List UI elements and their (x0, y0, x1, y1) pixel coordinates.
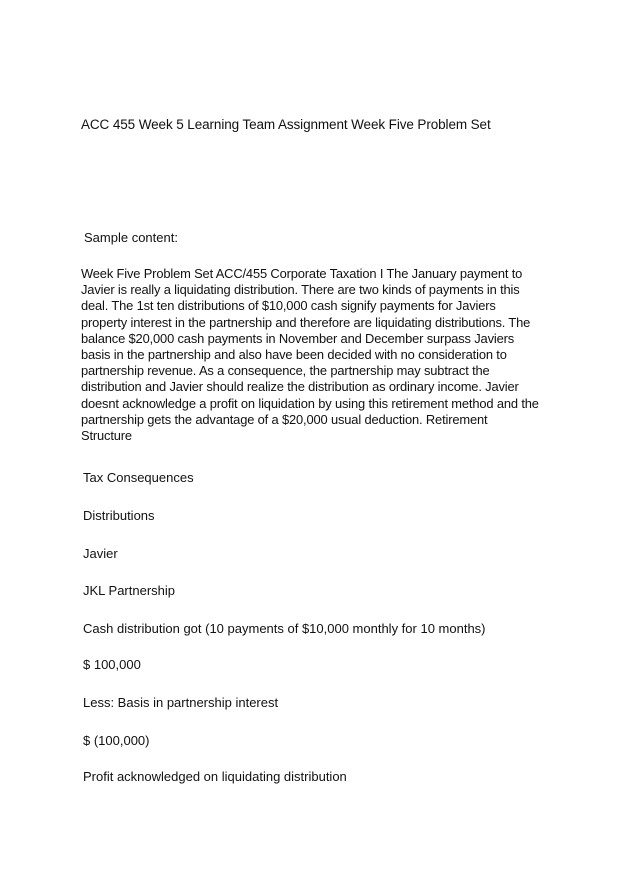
distributions-label: Distributions (83, 508, 155, 523)
paragraph-line: basis in the partnership and also have been decided with no consideration to (81, 347, 507, 363)
basis-amount-value: $ (100,000) (83, 733, 150, 748)
cash-distribution-line: Cash distribution got (10 payments of $10,000 monthly for 10 months) (83, 621, 486, 636)
paragraph-line: Structure (81, 428, 132, 444)
paragraph-line: Javier is really a liquidating distribution. There are two kinds of payments in this (81, 282, 520, 298)
paragraph-line: distribution and Javier should realize the distribution as ordinary income. Javier (81, 379, 519, 395)
paragraph-line: balance $20,000 cash payments in November and December surpass Javiers (81, 330, 515, 346)
paragraph-line: doesnt acknowledge a profit on liquidation by using this retirement method and the (81, 395, 539, 411)
sample-content-label: Sample content: (84, 230, 178, 245)
paragraph-line: Week Five Problem Set ACC/455 Corporate Taxation I The January payment to (81, 266, 523, 281)
cash-amount-value: $ 100,000 (83, 657, 141, 672)
paragraph-line: partnership revenue. As a consequence, the partnership may subtract the (81, 363, 490, 379)
paragraph-line: deal. The 1st ten distributions of $10,000 cash signify payments for Javiers (81, 298, 496, 314)
basis-line: Less: Basis in partnership interest (83, 695, 279, 710)
paragraph-line: partnership gets the advantage of a $20,000 usual deduction. Retirement (81, 411, 488, 427)
document-title: ACC 455 Week 5 Learning Team Assignment Week Five Problem Set (81, 117, 491, 132)
body-paragraph (81, 266, 561, 444)
paragraph-line: property interest in the partnership and therefore are liquidating distributions. The (81, 314, 531, 330)
javier-label: Javier (83, 546, 118, 561)
tax-consequences-heading: Tax Consequences (83, 470, 194, 485)
jkl-partnership-label: JKL Partnership (83, 583, 176, 598)
profit-line: Profit acknowledged on liquidating distribution (83, 769, 347, 784)
